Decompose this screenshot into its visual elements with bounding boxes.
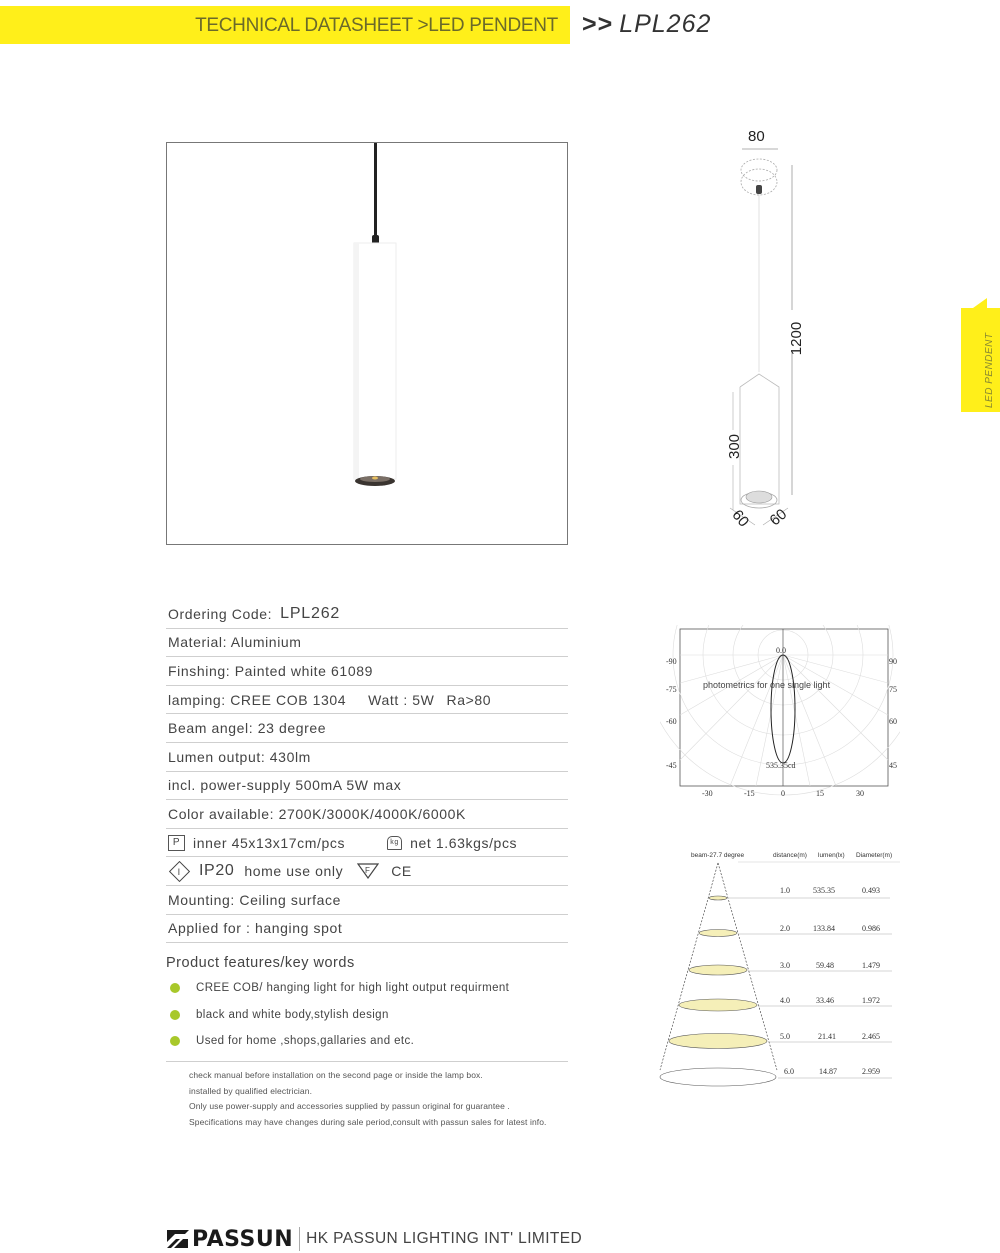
dim-cable-length: 1200 bbox=[788, 321, 806, 356]
svg-text:15: 15 bbox=[816, 789, 824, 798]
ordering-code-value: LPL262 bbox=[280, 604, 341, 622]
svg-text:F: F bbox=[365, 866, 371, 876]
ra-text: Ra>80 bbox=[446, 691, 492, 708]
svg-text:beam-27.7 degree: beam-27.7 degree bbox=[691, 852, 745, 859]
svg-text:0.0: 0.0 bbox=[776, 646, 786, 655]
svg-text:photometrics for one single li: photometrics for one single light bbox=[703, 680, 831, 690]
note-line: Specifications may have changes during sale period,consult with passun sales for latest info. bbox=[189, 1116, 547, 1127]
svg-text:14.87: 14.87 bbox=[819, 1067, 837, 1076]
spec-material bbox=[166, 629, 568, 658]
bullet-dot-icon bbox=[170, 1036, 180, 1046]
weight-icon: kg bbox=[387, 836, 402, 850]
svg-text:2.465: 2.465 bbox=[862, 1032, 880, 1041]
package-box-icon: P bbox=[168, 835, 185, 851]
footer bbox=[166, 1225, 582, 1253]
svg-text:75: 75 bbox=[889, 685, 897, 694]
svg-text:90: 90 bbox=[889, 657, 897, 666]
svg-text:30: 30 bbox=[856, 789, 864, 798]
spec-color bbox=[166, 800, 568, 829]
spec-packaging bbox=[166, 829, 568, 858]
svg-text:0.493: 0.493 bbox=[862, 886, 880, 895]
svg-text:1.972: 1.972 bbox=[862, 996, 880, 1005]
lamping-text: lamping: CREE COB 1304 bbox=[168, 691, 347, 708]
color-text: Color available: 2700K/3000K/4000K/6000K bbox=[168, 805, 466, 822]
svg-text:33.46: 33.46 bbox=[816, 996, 834, 1005]
header-title: TECHNICAL DATASHEET >LED PENDENT bbox=[195, 15, 558, 36]
ip-note: home use only bbox=[244, 863, 344, 880]
power-text: incl. power-supply 500mA 5W max bbox=[168, 777, 402, 794]
divider bbox=[166, 1061, 568, 1063]
note-line: check manual before installation on the second page or inside the lamp box. bbox=[189, 1070, 483, 1080]
svg-text:59.48: 59.48 bbox=[816, 961, 834, 970]
ip-rating: IP20 bbox=[199, 862, 235, 880]
bullet-dot-icon bbox=[170, 1010, 180, 1020]
svg-text:535.35: 535.35 bbox=[813, 886, 835, 895]
spec-beam bbox=[166, 714, 568, 743]
feature-text: black and white body,stylish design bbox=[196, 1008, 389, 1021]
spec-finishing bbox=[166, 657, 568, 686]
svg-text:-30: -30 bbox=[702, 789, 713, 798]
f-mark-icon bbox=[357, 863, 379, 879]
svg-text:0.986: 0.986 bbox=[862, 924, 880, 933]
passun-logo-icon bbox=[166, 1228, 190, 1250]
svg-text:-60: -60 bbox=[666, 717, 677, 726]
svg-text:6.0: 6.0 bbox=[784, 1067, 794, 1076]
spec-applied bbox=[166, 915, 568, 944]
weight-text: net 1.63kgs/pcs bbox=[410, 834, 518, 851]
svg-text:21.41: 21.41 bbox=[818, 1032, 836, 1041]
finishing-text: Finshing: Painted white 61089 bbox=[168, 662, 373, 679]
svg-text:1.479: 1.479 bbox=[862, 961, 880, 970]
svg-text:0: 0 bbox=[781, 789, 785, 798]
feature-item bbox=[166, 975, 568, 1002]
spec-table bbox=[166, 600, 568, 943]
model-number: LPL262 bbox=[619, 10, 712, 38]
svg-text:-75: -75 bbox=[666, 685, 677, 694]
applied-text: Applied for : hanging spot bbox=[168, 920, 343, 937]
beam-text: Beam angel: 23 degree bbox=[168, 720, 327, 737]
brand-logo-text: PASSUN bbox=[192, 1226, 294, 1252]
svg-text:133.84: 133.84 bbox=[813, 924, 835, 933]
features-title: Product features/key words bbox=[166, 955, 355, 971]
svg-text:-15: -15 bbox=[744, 789, 755, 798]
svg-text:lumen(lx): lumen(lx) bbox=[818, 852, 845, 859]
ordering-code-label: Ordering Code: bbox=[168, 605, 273, 622]
svg-text:2.959: 2.959 bbox=[862, 1067, 880, 1076]
dim-body-width-b: 60 bbox=[766, 505, 791, 530]
svg-text:-45: -45 bbox=[666, 761, 677, 770]
product-photo bbox=[166, 142, 568, 545]
lumen-text: Lumen output: 430lm bbox=[168, 748, 311, 765]
feature-text: CREE COB/ hanging light for high light output requirment bbox=[196, 982, 510, 995]
svg-text:Diameter(m): Diameter(m) bbox=[856, 852, 893, 859]
product-features bbox=[166, 955, 568, 1062]
header-banner bbox=[0, 6, 570, 44]
svg-text:4.0: 4.0 bbox=[780, 996, 790, 1005]
svg-text:3.0: 3.0 bbox=[780, 961, 790, 970]
header-arrows: >> bbox=[582, 10, 614, 38]
dim-body-width-a: 60 bbox=[728, 506, 753, 531]
svg-text:5.0: 5.0 bbox=[780, 1032, 790, 1041]
photometric-polar-chart bbox=[660, 625, 900, 805]
svg-text:45: 45 bbox=[889, 761, 897, 770]
ip-class-icon: I bbox=[169, 861, 190, 882]
svg-text:-90: -90 bbox=[666, 657, 677, 666]
dim-body-height: 300 bbox=[726, 433, 744, 460]
spec-ordering-code bbox=[166, 600, 568, 629]
spec-power bbox=[166, 772, 568, 801]
header-model bbox=[582, 10, 711, 39]
feature-text: Used for home ,shops,gallaries and etc. bbox=[196, 1035, 415, 1048]
svg-text:535.35cd: 535.35cd bbox=[766, 761, 796, 770]
svg-text:distance(m): distance(m) bbox=[773, 852, 807, 859]
package-text: inner 45x13x17cm/pcs bbox=[193, 834, 346, 851]
installation-notes bbox=[189, 1068, 547, 1130]
pendant-lamp-image bbox=[167, 143, 567, 544]
side-category-tab bbox=[961, 308, 1000, 412]
spec-mounting bbox=[166, 886, 568, 915]
mounting-text: Mounting: Ceiling surface bbox=[168, 891, 341, 908]
footer-divider bbox=[299, 1227, 300, 1251]
note-line: installed by qualified electrician. bbox=[189, 1085, 313, 1096]
material-text: Material: Aluminium bbox=[168, 634, 302, 651]
svg-text:2.0: 2.0 bbox=[780, 924, 790, 933]
dim-canopy-width: 80 bbox=[748, 128, 765, 145]
watt-text: Watt : 5W bbox=[368, 691, 435, 708]
beam-cone-diagram bbox=[650, 840, 910, 1090]
spec-lumen bbox=[166, 743, 568, 772]
spec-lamping bbox=[166, 686, 568, 715]
bullet-dot-icon bbox=[170, 983, 180, 993]
svg-text:1.0: 1.0 bbox=[780, 886, 790, 895]
dimension-drawing bbox=[700, 120, 840, 540]
company-name: HK PASSUN LIGHTING INT' LIMITED bbox=[306, 1230, 583, 1247]
spec-ip bbox=[166, 857, 568, 886]
feature-item bbox=[166, 1028, 568, 1055]
ce-mark-icon: CE bbox=[391, 863, 412, 880]
svg-text:60: 60 bbox=[889, 717, 897, 726]
side-tab-label: LED PENDENT bbox=[983, 332, 995, 408]
note-line: Only use power-supply and accessories supplied by passun original for guarantee . bbox=[189, 1101, 510, 1111]
feature-item bbox=[166, 1002, 568, 1029]
